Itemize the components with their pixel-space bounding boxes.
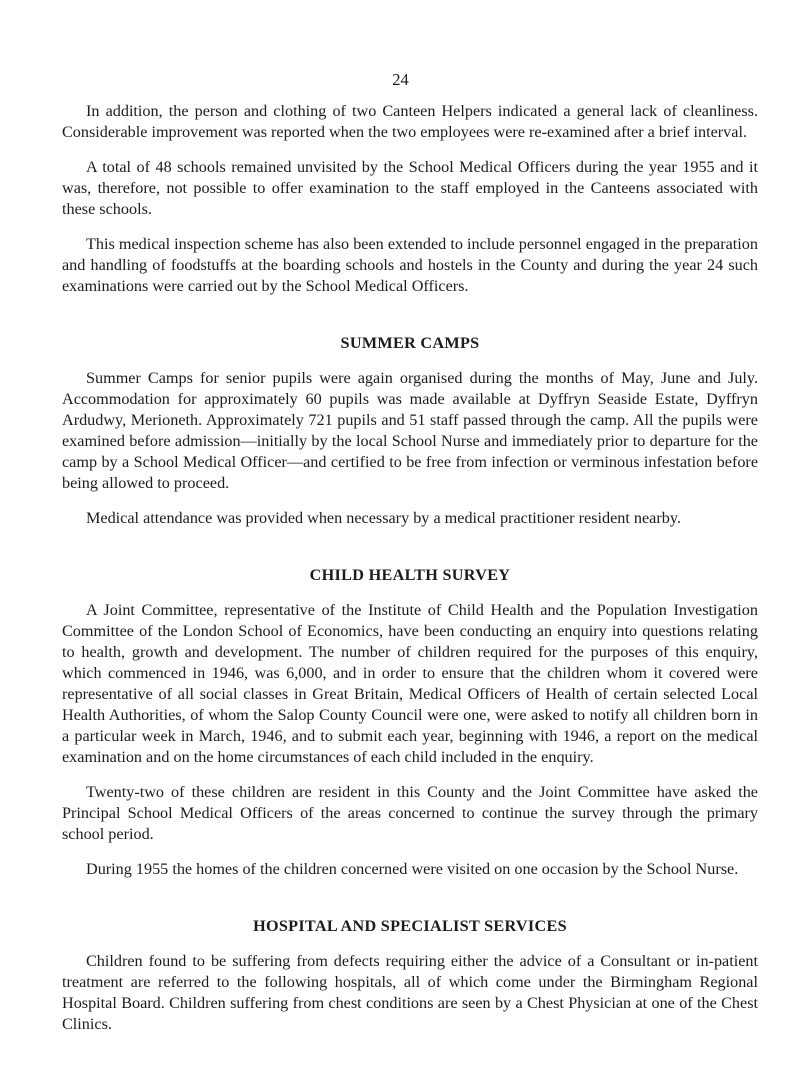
summer-camps-paragraph-2: Medical attendance was provided when necessary by a medical practitioner resident nearby.	[86, 509, 681, 527]
child-health-survey-paragraph-1: A Joint Committee, representative of the Institute of Child Health and the Population Investigation Committee of the London School of Economics, have been conducting an enquiry into questions relating to health, growth and development. The number of children required for the purposes of this enquiry, which commenced in 1946, was 6,000, and in order to ensure that the children whom it covered were representative of all social classes in Great Britain, Medical Officers of Health of certain selected Local Health Authorities, of whom the Salop County Council were one, were asked to notify all children born in a particular week in March, 1946, and to submit each year, beginning with 1946, a report on the medical examination and on the home circumstances of each child included in the enquiry.	[62, 601, 758, 766]
child-health-survey-heading: CHILD HEALTH SURVEY	[309, 566, 511, 584]
hospital-services-heading: HOSPITAL AND SPECIALIST SERVICES	[253, 917, 567, 935]
intro-section	[62, 101, 758, 297]
intro-paragraph-2: A total of 48 schools remained unvisited by the School Medical Officers during the year 1955 and it was, therefore, not possible to offer examination to the staff employed in the Canteens associated with these schools.	[62, 158, 758, 218]
page-number: 24	[392, 70, 409, 89]
child-health-survey-section	[62, 565, 758, 880]
child-health-survey-paragraph-3: During 1955 the homes of the children concerned were visited on one occasion by the School Nurse.	[86, 860, 739, 878]
intro-paragraph-3: This medical inspection scheme has also been extended to include personnel engaged in the preparation and handling of foodstuffs at the boarding schools and hostels in the County and during the year 24 such examinations were carried out by the School Medical Officers.	[62, 235, 758, 295]
child-health-survey-paragraph-2: Twenty-two of these children are resident in this County and the Joint Committee have asked the Principal School Medical Officers of the areas concerned to continue the survey through the primary school period.	[62, 783, 758, 843]
page-body	[62, 101, 758, 1049]
hospital-services-section	[62, 916, 758, 1035]
summer-camps-paragraph-1: Summer Camps for senior pupils were again organised during the months of May, June and July. Accommodation for approximately 60 pupils was made available at Dyffryn Seaside Estate, Dyffryn Ardudwy, Merioneth. Approximately 721 pupils and 51 staff passed through the camp. All the pupils were examined before admission—initially by the local School Nurse and immediately prior to departure for the camp by a School Medical Officer—and certified to be free from infection or verminous infestation before being allowed to proceed.	[62, 369, 758, 492]
summer-camps-heading: SUMMER CAMPS	[340, 334, 480, 352]
intro-paragraph-1: In addition, the person and clothing of two Canteen Helpers indicated a general lack of cleanliness. Considerable improvement was reported when the two employees were re-examined after a brief interval.	[62, 102, 758, 141]
hospital-services-paragraph-1: Children found to be suffering from defects requiring either the advice of a Consultant or in-patient treatment are referred to the following hospitals, all of which come under the Birmingham Regional Hospital Board. Children suffering from chest conditions are seen by a Chest Physician at one of the Chest Clinics.	[62, 952, 758, 1033]
summer-camps-section	[62, 333, 758, 529]
